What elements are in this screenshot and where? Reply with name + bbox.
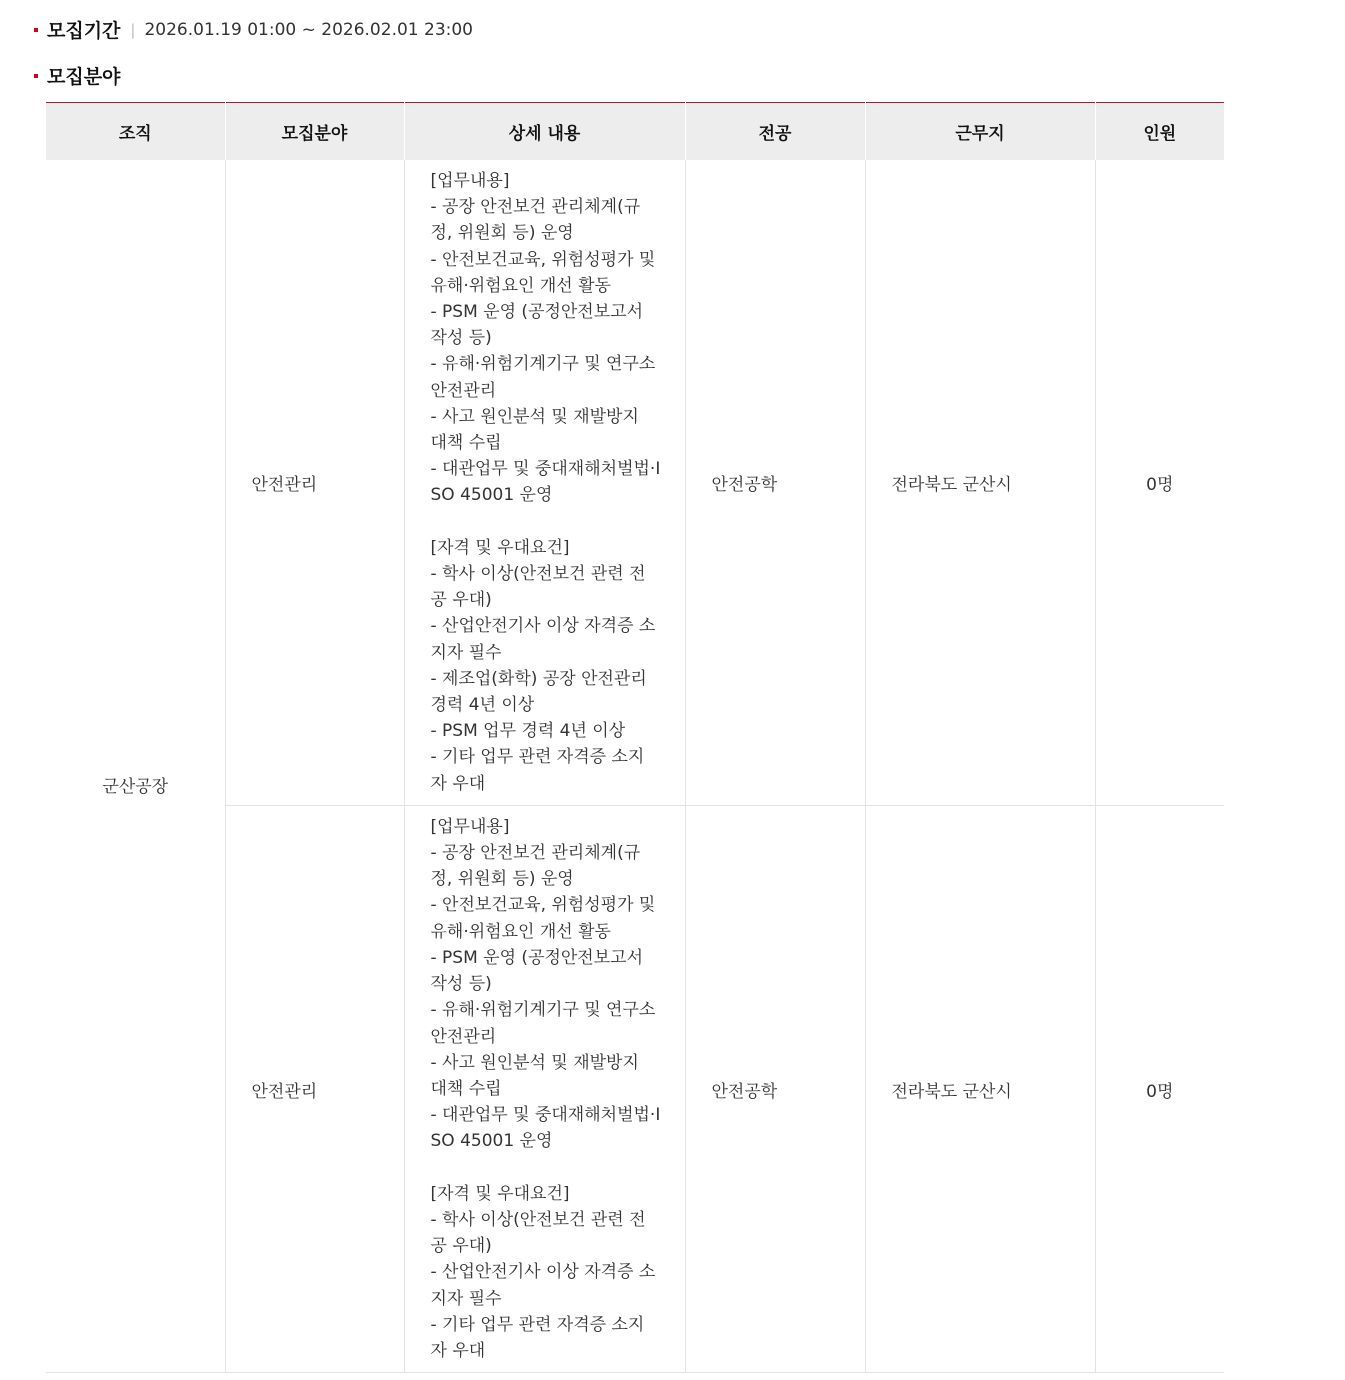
major-cell: 안전공학 xyxy=(685,160,865,805)
recruit-period-label: 모집기간 xyxy=(47,20,121,42)
table-row xyxy=(46,160,1224,805)
field-cell: 안전관리 xyxy=(225,805,404,1372)
recruit-period-line xyxy=(34,16,473,43)
field-cell: 안전관리 xyxy=(225,160,404,805)
header-field: 모집분야 xyxy=(225,103,404,161)
separator: | xyxy=(130,20,136,39)
header-organization: 조직 xyxy=(46,103,225,161)
header-detail: 상세 내용 xyxy=(404,103,685,161)
location-cell: 전라북도 군산시 xyxy=(865,805,1095,1372)
count-cell: 0명 xyxy=(1095,805,1224,1372)
detail-cell: [업무내용] - 공장 안전보건 관리체계(규정, 위원회 등) 운영 - 안전보건교육, 위험성평가 및 유해·위험요인 개선 활동 - PSM 운영 (공정안전보고서 작성 등) - 유해·위험기계기구 및 연구소 안전관리 - 사고 원인분석 및 재발방지 대책 수립 - 대관업무 및 중대재해처벌법·ISO 45001 운영 [자격 및 우대요건] - 학사 이상(안전보건 관련 전공 우대) - 산업안전기사 이상 자격증 소지자 필수 - 기타 업무 관련 자격증 소지자 우대 xyxy=(404,805,685,1372)
count-cell: 0명 xyxy=(1095,160,1224,805)
detail-cell: [업무내용] - 공장 안전보건 관리체계(규정, 위원회 등) 운영 - 안전보건교육, 위험성평가 및 유해·위험요인 개선 활동 - PSM 운영 (공정안전보고서 작성 등) - 유해·위험기계기구 및 연구소 안전관리 - 사고 원인분석 및 재발방지 대책 수립 - 대관업무 및 중대재해처벌법·ISO 45001 운영 [자격 및 우대요건] - 학사 이상(안전보건 관련 전공 우대) - 산업안전기사 이상 자격증 소지자 필수 - 제조업(화학) 공장 안전관리 경력 4년 이상 - PSM 업무 경력 4년 이상 - 기타 업무 관련 자격증 소지자 우대 xyxy=(404,160,685,805)
table-header-row xyxy=(46,103,1224,161)
recruit-field-heading xyxy=(34,62,120,89)
header-count: 인원 xyxy=(1095,103,1224,161)
major-cell: 안전공학 xyxy=(685,805,865,1372)
bullet-icon xyxy=(34,28,38,32)
recruit-period-value: 2026.01.19 01:00 ~ 2026.02.01 23:00 xyxy=(144,19,473,40)
header-major: 전공 xyxy=(685,103,865,161)
organization-cell: 군산공장 xyxy=(46,160,225,1373)
location-cell: 전라북도 군산시 xyxy=(865,160,1095,805)
bullet-icon xyxy=(34,74,38,78)
header-location: 근무지 xyxy=(865,103,1095,161)
recruit-field-label: 모집분야 xyxy=(47,66,121,88)
recruit-table xyxy=(46,102,1224,1373)
